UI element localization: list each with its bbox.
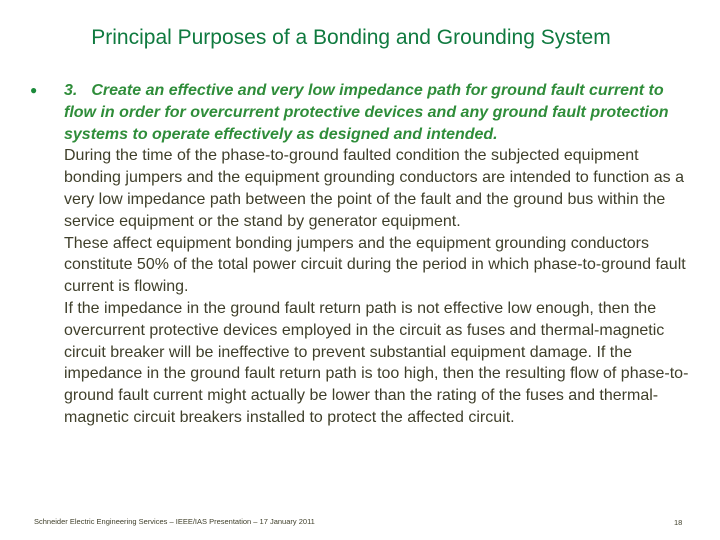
paragraph-fault-condition: During the time of the phase-to-ground faulted condition the subjected equipment bonding jumpers and the equipment grounding conductors are intended to function as a very low impedance path between the point of the fault and the ground bus within the service equipment or the stand by generator equipment. xyxy=(64,147,684,230)
slide-body xyxy=(64,80,692,429)
slide-footer: Schneider Electric Engineering Services – IEEE/IAS Presentation – 17 January 2011 xyxy=(34,517,315,526)
paragraph-impedance: If the impedance in the ground fault return path is not effective low enough, then the overcurrent protective devices employed in the circuit as fuses and thermal-magnetic circuit breaker will be ineffective to prevent substantial equipment damage. If the impedance in the ground fault return path is too high, then the resulting flow of phase-to-ground fault current might actually be lower than the rating of the fuses and thermal-magnetic circuit breakers installed to protect the affected circuit. xyxy=(64,299,689,426)
item-number: 3. xyxy=(64,82,78,99)
paragraph-bonding-jumpers: These affect equipment bonding jumpers and the equipment grounding conductors constitute 50% of the total power circuit during the period in which phase-to-ground fault current is flowing. xyxy=(64,234,686,296)
bullet-icon: ● xyxy=(30,83,38,97)
item-heading-text: Create an effective and very low impedance path for ground fault current to flow in order for overcurrent protective devices and any ground fault protection systems to operate effectively as designed and intended. xyxy=(64,82,669,143)
slide-title: Principal Purposes of a Bonding and Grounding System xyxy=(91,26,611,49)
page-number: 18 xyxy=(674,518,683,527)
item-heading xyxy=(64,80,692,145)
